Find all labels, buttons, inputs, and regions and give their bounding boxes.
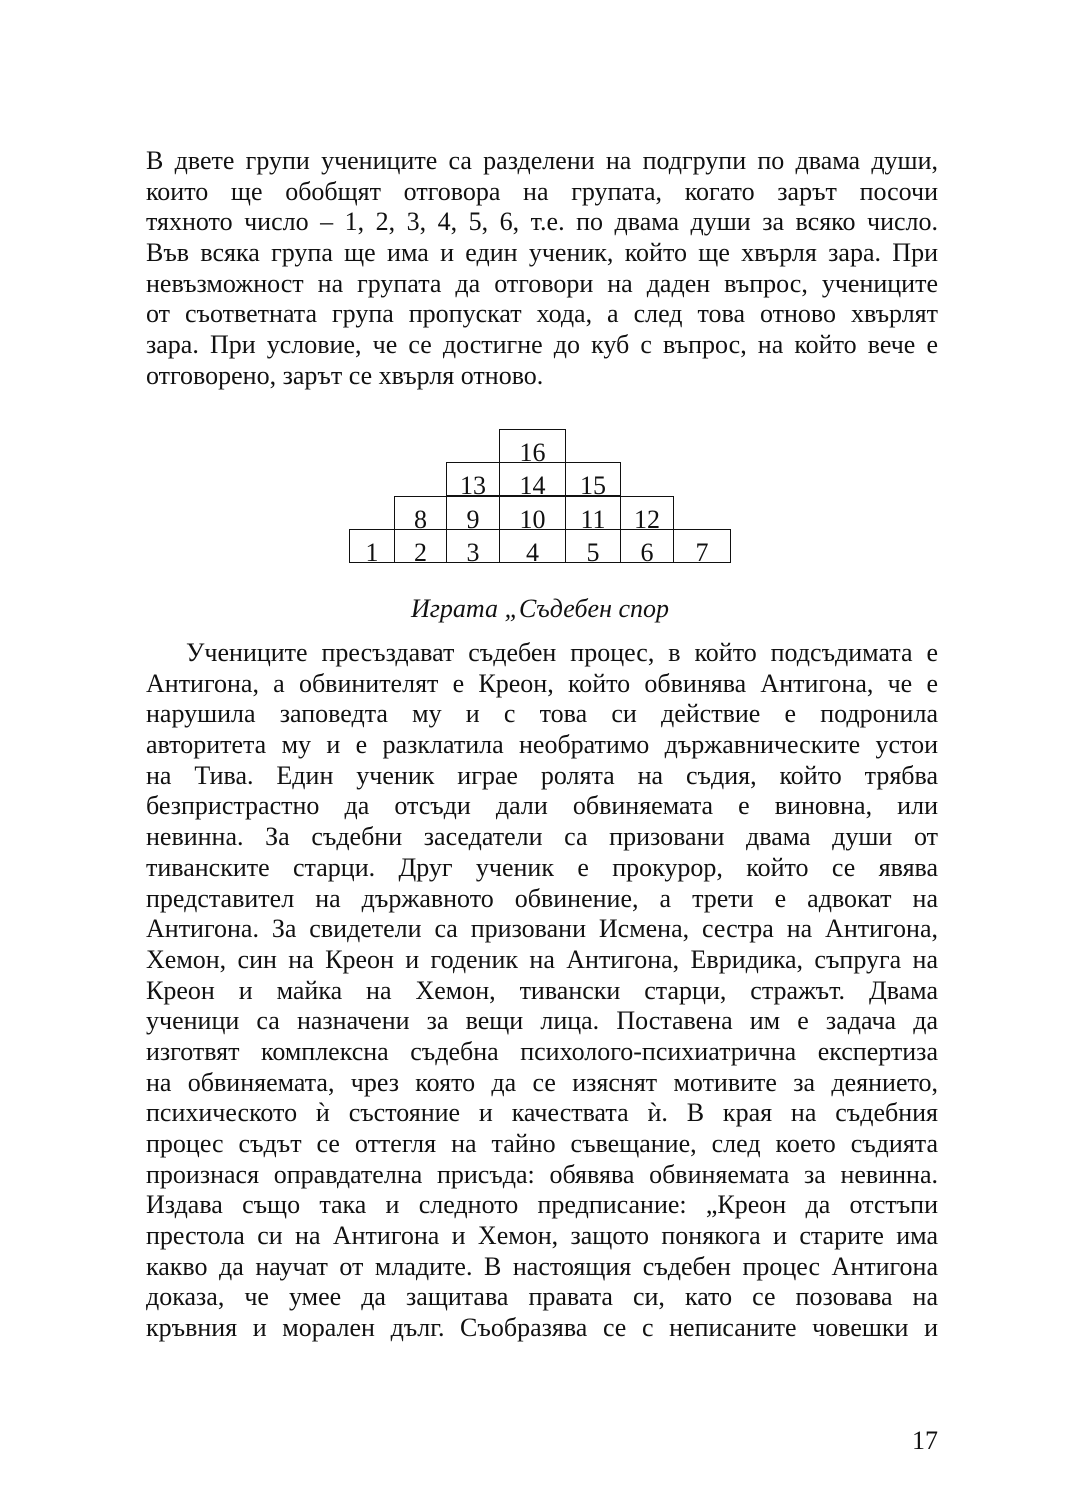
text-line: какво да научат от младите. В настоящия съдебен процес Антигона: [146, 1251, 938, 1281]
text-line: Учениците пресъздават съдебен процес, в който подсъдимата е: [186, 638, 938, 667]
text-line: Издава също така и следното предписание: „Креон да отстъпи: [146, 1190, 938, 1220]
text-line: които ще обобщят отговора на групата, когато зарът посочи: [146, 176, 938, 206]
text-line: от съответната група пропускат хода, а след това отново хвърлят: [146, 299, 938, 329]
text-line: невинна. За съдебни заседатели са призовани двама души от: [146, 822, 938, 852]
pyramid-cell: 12: [620, 496, 674, 530]
pyramid-cell: 13: [446, 462, 500, 496]
pyramid-cell: 14: [499, 462, 566, 496]
text-line: тиванските старци. Друг ученик е прокурор, който се явява: [146, 852, 938, 882]
pyramid-cell: 4: [499, 529, 566, 563]
section-heading: Играта „Съдебен спор: [410, 594, 670, 623]
text-line: процес съдът се оттегля на тайно съвещание, след което съдията: [146, 1129, 938, 1158]
text-line: ученици са назначени за вещи лица. Поставена им е задача да: [146, 1006, 938, 1036]
text-line: В двете групи учениците са разделени на подгрупи по двама души,: [146, 146, 938, 175]
pyramid-cell: 3: [446, 529, 500, 563]
text-line: изготвят комплексна съдебна психолого-психиатрична експертиза: [146, 1036, 938, 1066]
paragraph-rules: [146, 146, 938, 392]
pyramid-cell: 1: [349, 529, 395, 563]
text-line: престола си на Антигона и Хемон, защото понякога и старите има: [146, 1221, 938, 1251]
text-line: произнася оправдателна присъда: обявява обвиняемата за невинна.: [146, 1159, 938, 1189]
text-line: Антигона, а обвинителят е Креон, който обвинява Антигона, че е: [146, 668, 938, 698]
pyramid-cell: 10: [499, 496, 566, 530]
text-line: Във всяка група ще има и един ученик, който ще хвърля зара. При: [146, 238, 938, 268]
pyramid-cell: 2: [394, 529, 447, 563]
text-line: тяхното число – 1, 2, 3, 4, 5, 6, т.е. по двама души за всяко число.: [146, 207, 938, 237]
text-line: на обвиняемата, чрез която да се изяснят мотивите за деянието,: [146, 1067, 938, 1097]
pyramid-cell: 5: [565, 529, 621, 563]
text-line: на Тива. Един ученик играе ролята на съдия, който трябва: [146, 760, 938, 790]
text-line: психическото ѝ състояние и качествата ѝ. В края на съдебния: [146, 1098, 938, 1128]
text-line: безпристрастно да отсъди дали обвиняемата е виновна, или: [146, 791, 938, 821]
text-line: нарушила заповедта му и с това си действие е подронила: [146, 699, 938, 729]
text-line: Креон и майка на Хемон, тивански старци, стражът. Двама: [146, 975, 938, 1005]
pyramid-cell: 11: [565, 496, 621, 530]
pyramid-cell: 7: [673, 529, 731, 563]
text-line: Антигона. За свидетели са призовани Исмена, сестра на Антигона,: [146, 914, 938, 944]
text-line: авторитета му и е разклатила необратимо държавническите устои: [146, 730, 938, 760]
pyramid-cell: 8: [394, 496, 447, 530]
text-line: невъзможност на групата да отговори на даден въпрос, учениците: [146, 268, 938, 298]
pyramid-cell: 9: [446, 496, 500, 530]
page-number: 17: [912, 1426, 938, 1455]
pyramid-cell: 15: [565, 462, 621, 496]
paragraph-court-game: [146, 638, 938, 1344]
text-line: зара. При условие, че се достигне до куб с въпрос, на който вече е: [146, 330, 938, 360]
text-line: кръвния и морален дълг. Съобразява се с неписаните човешки и: [146, 1313, 938, 1343]
pyramid-cell: 16: [499, 429, 566, 463]
text-line: отговорено, зарът се хвърля отново.: [146, 360, 544, 390]
text-line: доказа, че умее да защитава правата си, като се позовава на: [146, 1282, 938, 1312]
text-line: Хемон, син на Креон и годеник на Антигона, Евридика, съпруга на: [146, 944, 938, 974]
pyramid-cell: 6: [620, 529, 674, 563]
text-line: представител на държавното обвинение, а трети е адвокат на: [146, 883, 938, 913]
